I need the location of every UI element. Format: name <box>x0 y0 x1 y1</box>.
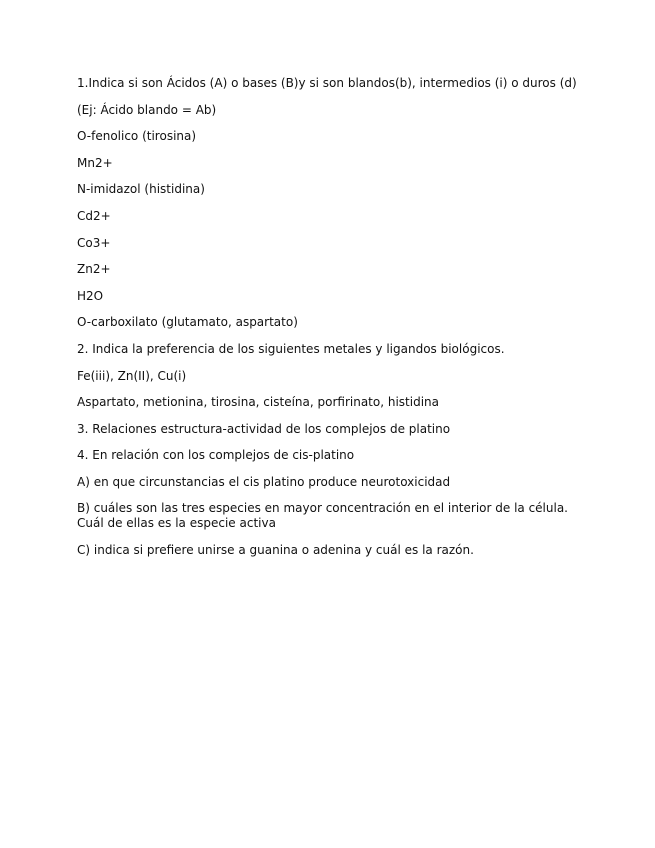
question-3-title: 3. Relaciones estructura-actividad de los complejos de platino <box>77 421 451 436</box>
ligands-list: Aspartato, metionina, tirosina, cisteína, porfirinato, histidina <box>77 395 439 410</box>
list-item: O-carboxilato (glutamato, aspartato) <box>77 315 298 330</box>
question-4b-line-1: B) cuáles son las tres especies en mayor concentración en el interior de la célula. <box>77 500 568 515</box>
list-item: Mn2+ <box>77 155 113 170</box>
list-item: N-imidazol (histidina) <box>77 182 205 197</box>
example-note: (Ej: Ácido blando = Ab) <box>77 102 217 117</box>
document-body <box>77 75 617 568</box>
question-1-title: 1.Indica si son Ácidos (A) o bases (B)y si son blandos(b), intermedios (i) o duros (d) <box>77 76 577 90</box>
list-item: H2O <box>77 288 104 303</box>
list-item: Cd2+ <box>77 208 111 223</box>
question-2-title: 2. Indica la preferencia de los siguientes metales y ligandos biológicos. <box>77 341 505 356</box>
list-item: O-fenolico (tirosina) <box>77 129 197 144</box>
question-4-title: 4. En relación con los complejos de cis-platino <box>77 448 355 463</box>
list-item: Co3+ <box>77 235 111 250</box>
question-4b <box>77 501 617 532</box>
list-item: Zn2+ <box>77 262 111 277</box>
question-4c: C) indica si prefiere unirse a guanina o adenina y cuál es la razón. <box>77 542 474 557</box>
metals-list: Fe(iii), Zn(II), Cu(i) <box>77 368 187 383</box>
question-4a: A) en que circunstancias el cis platino produce neurotoxicidad <box>77 474 451 489</box>
question-4b-line-2: Cuál de ellas es la especie activa <box>77 516 276 530</box>
